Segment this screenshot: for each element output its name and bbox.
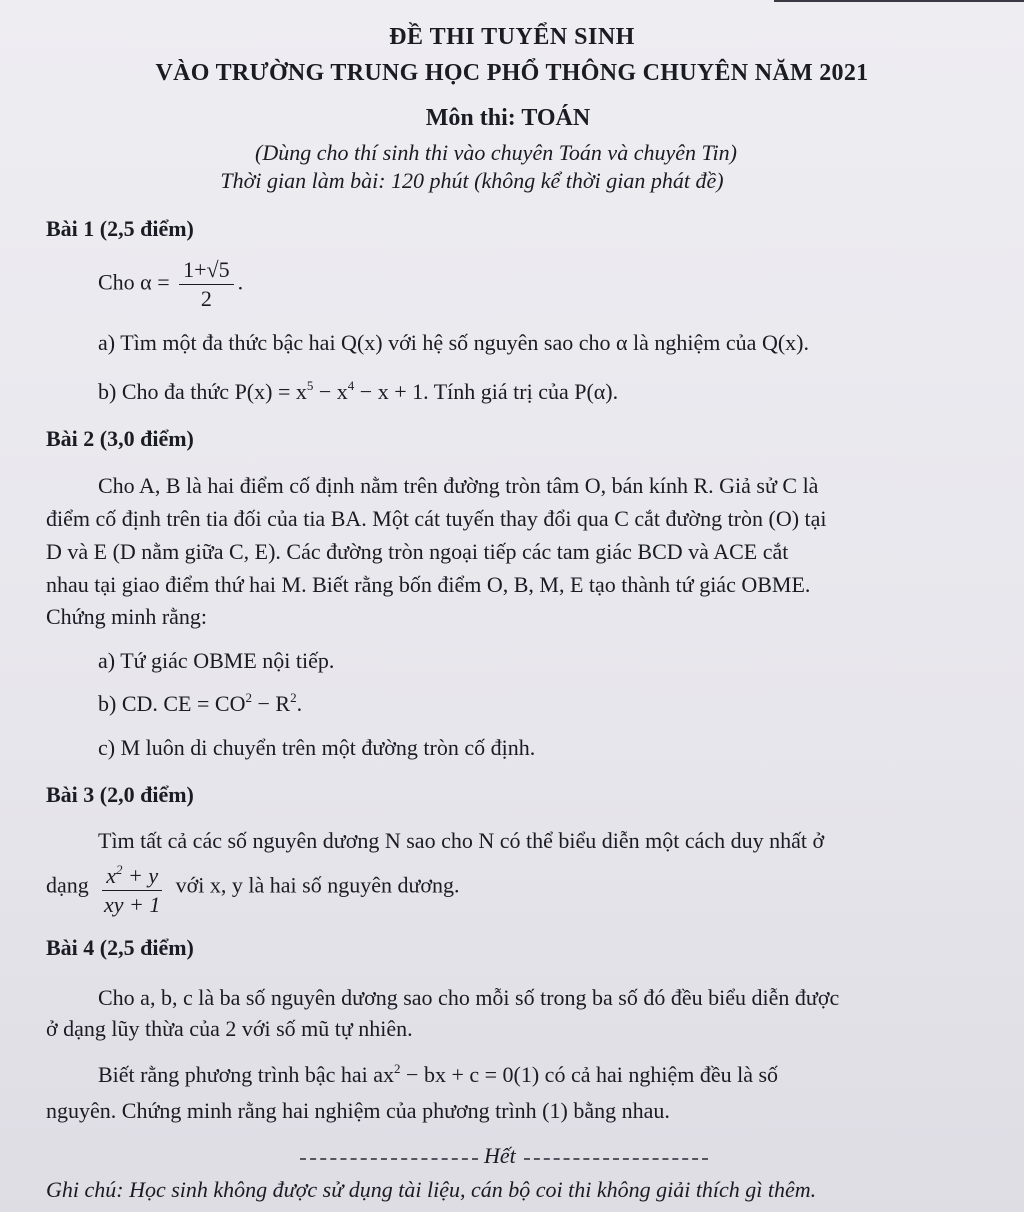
bai2-part-c: c) M luôn di chuyển trên một đường tròn cố định. — [98, 735, 536, 760]
bai1-b-suffix: − x + 1. Tính giá trị của P(α). — [354, 379, 619, 404]
bai3-fraction — [102, 856, 162, 919]
bai1-b-exp1: 5 — [306, 378, 314, 393]
exam-subject: Môn thi: TOÁN — [425, 105, 591, 131]
end-rule-left — [300, 1158, 478, 1160]
exam-time: Thời gian làm bài: 120 phút (không kể thời gian phát đề) — [220, 168, 724, 193]
bai1-given-suffix: . — [237, 269, 244, 295]
exam-audience: (Dùng cho thí sinh thi vào chuyên Toán và chuyên Tin) — [255, 140, 737, 165]
end-rule-right — [524, 1158, 708, 1160]
bai1-b-exp2: 4 — [347, 378, 355, 393]
bai1-heading: Bài 1 (2,5 điểm) — [46, 216, 194, 241]
bai2-para-line4: nhau tại giao điểm thứ hai M. Biết rằng bốn điểm O, B, M, E tạo thành tứ giác OBME. — [46, 572, 811, 597]
bai4-p3-exp: 2 — [394, 1061, 401, 1076]
bai1-b-prefix: b) Cho đa thức P(x) = x — [98, 379, 307, 404]
bai1-given — [98, 256, 243, 313]
end-mark: Hết — [484, 1143, 516, 1168]
bai4-para-line1: Cho a, b, c là ba số nguyên dương sao cho mỗi số trong ba số đó đều biểu diễn được — [98, 985, 840, 1010]
bai4-p3-prefix: Biết rằng phương trình bậc hai ax — [98, 1062, 395, 1087]
bai2-b-mid: − R — [251, 691, 291, 716]
bai2-para-line1: Cho A, B là hai điểm cố định nằm trên đường tròn tâm O, bán kính R. Giả sử C là — [98, 473, 819, 498]
exam-subtitle: VÀO TRƯỜNG TRUNG HỌC PHỔ THÔNG CHUYÊN NĂM 2021 — [155, 60, 869, 86]
bai2-part-a: a) Tứ giác OBME nội tiếp. — [98, 648, 335, 673]
bai3-num-base: x — [106, 863, 117, 888]
bai2-b-suffix: . — [296, 691, 303, 716]
bai1-part-a: a) Tìm một đa thức bậc hai Q(x) với hệ số nguyên sao cho α là nghiệm của Q(x). — [98, 330, 809, 355]
bai2-b-prefix: b) CD. CE = CO — [98, 691, 246, 716]
bai2-para-line3: D và E (D nằm giữa C, E). Các đường tròn ngoại tiếp các tam giác BCD và ACE cắt — [46, 539, 789, 564]
bai4-heading: Bài 4 (2,5 điểm) — [46, 935, 194, 960]
alpha-fraction — [179, 256, 233, 313]
bai3-fraction-denominator: xy + 1 — [104, 892, 161, 917]
alpha-fraction-numerator: 1+√5 — [179, 256, 233, 285]
bai2-heading: Bài 2 (3,0 điểm) — [46, 426, 194, 451]
bai3-form-suffix: với x, y là hai số nguyên dương. — [175, 872, 460, 898]
bai2-b-exp2: 2 — [290, 690, 297, 705]
bai4-para-line2: ở dạng lũy thừa của 2 với số mũ tự nhiên. — [46, 1016, 413, 1041]
bai3-num-exp: 2 — [116, 862, 123, 877]
bai1-b-mid: − x — [313, 379, 348, 404]
bai4-p3-suffix: − bx + c = 0(1) có cả hai nghiệm đều là số — [400, 1062, 779, 1087]
bai3-heading: Bài 3 (2,0 điểm) — [46, 782, 194, 807]
bai2-para-line5: Chứng minh rằng: — [46, 604, 208, 629]
bai3-para-line1: Tìm tất cả các số nguyên dương N sao cho N có thể biểu diễn một cách duy nhất ở — [98, 828, 825, 853]
bai3-fraction-numerator — [102, 856, 162, 891]
alpha-fraction-denominator: 2 — [200, 286, 212, 311]
bai4-para-line4: nguyên. Chứng minh rằng hai nghiệm của phương trình (1) bằng nhau. — [46, 1098, 670, 1123]
footnote: Ghi chú: Học sinh không được sử dụng tài liệu, cán bộ coi thi không giải thích gì thêm. — [46, 1177, 817, 1202]
bai3-form-prefix: dạng — [46, 872, 89, 898]
bai3-para-line2 — [46, 856, 460, 919]
exam-title: ĐỀ THI TUYỂN SINH — [389, 24, 635, 50]
bai2-b-exp1: 2 — [245, 690, 252, 705]
top-rule — [774, 0, 1024, 2]
bai2-para-line2: điểm cố định trên tia đối của tia BA. Một cát tuyến thay đổi qua C cắt đường tròn (O) tại — [46, 506, 827, 531]
bai4-para-line3 — [98, 1061, 778, 1088]
bai2-part-b — [98, 690, 302, 717]
bai1-given-prefix: Cho α = — [98, 269, 176, 295]
bai3-num-rest: + y — [122, 863, 159, 888]
bai1-part-b — [98, 378, 618, 405]
